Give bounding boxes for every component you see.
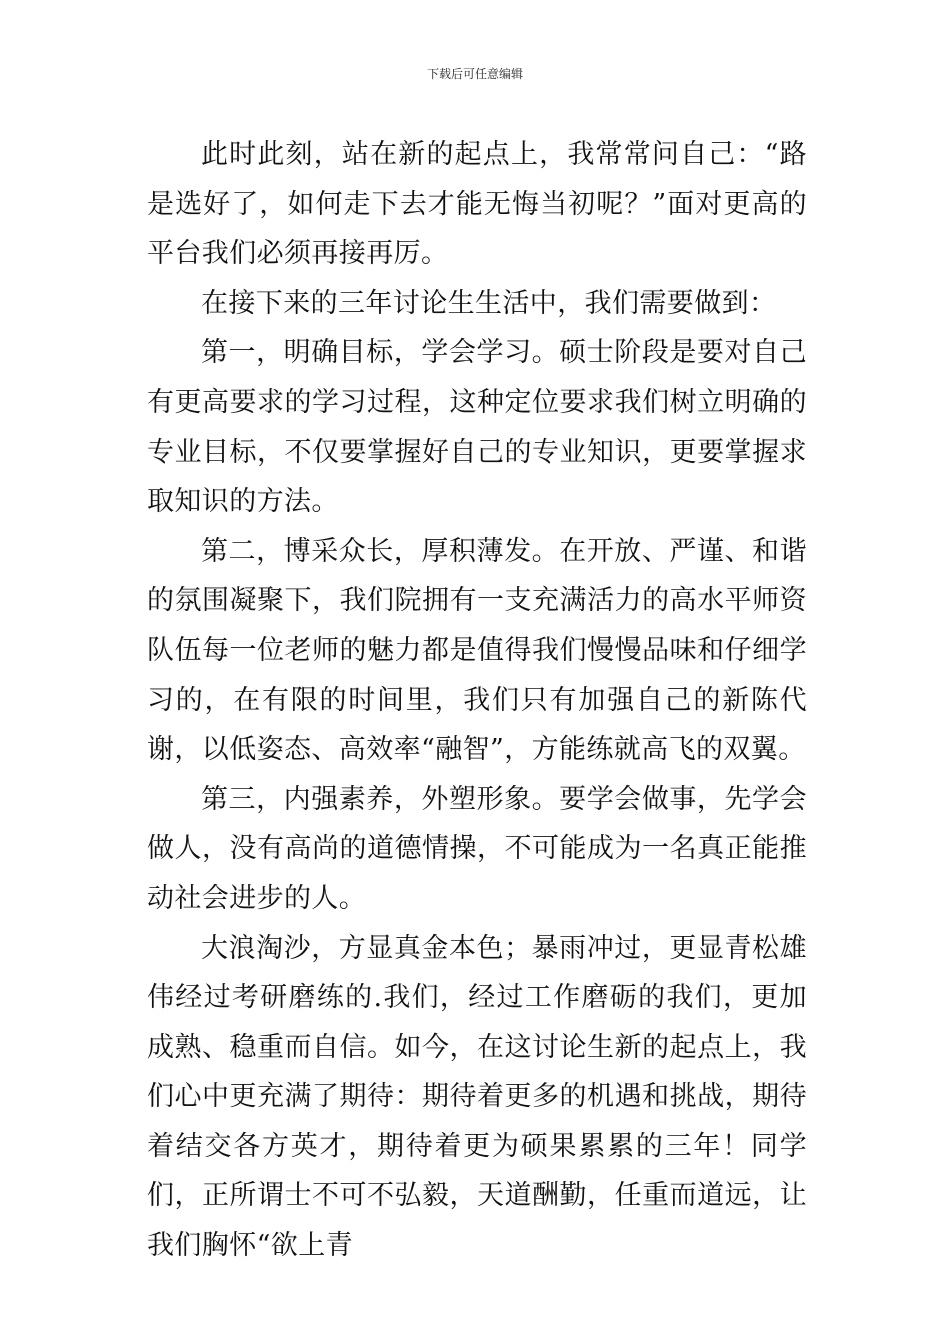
paragraph-2: 在接下来的三年讨论生生活中，我们需要做到： xyxy=(201,287,777,319)
paragraph-5: 第三，内强素养，外塑形象。要学会做事，先学会做人，没有高尚的道德情操，不可能成为一名真正能推动社会进步的人。 xyxy=(147,783,807,914)
paragraph-4: 第二，博采众长，厚积薄发。在开放、严谨、和谐的氛围凝聚下，我们院拥有一支充满活力的高水平师资队伍每一位老师的魅力都是值得我们慢慢品味和仔细学习的，在有限的时间里，我们只有加强自己的新陈代谢，以低姿态、高效率“融智”，方能练就高飞的双翼。 xyxy=(147,535,807,766)
paragraph-3: 第一，明确目标，学会学习。硕士阶段是要对自己有更高要求的学习过程，这种定位要求我们树立明确的专业目标，不仅要掌握好自己的专业知识，更要掌握求取知识的方法。 xyxy=(147,337,807,518)
document-body xyxy=(147,130,807,1271)
paragraph-1: 此时此刻，站在新的起点上，我常常问自己：“路是选好了，如何走下去才能无悔当初呢？”面对更高的平台我们必须再接再厉。 xyxy=(147,139,807,270)
page-header: 下载后可任意编辑 xyxy=(426,67,523,81)
paragraph-6: 大浪淘沙，方显真金本色；暴雨冲过，更显青松雄伟经过考研磨练的.我们，经过工作磨砺的我们，更加成熟、稳重而自信。如今，在这讨论生新的起点上，我们心中更充满了期待：期待着更多的机遇和挑战，期待着结交各方英才，期待着更为硕果累累的三年！同学们，正所谓士不可不弘毅，天道酬勤，任重而道远，让我们胸怀“欲上青 xyxy=(147,932,807,1262)
